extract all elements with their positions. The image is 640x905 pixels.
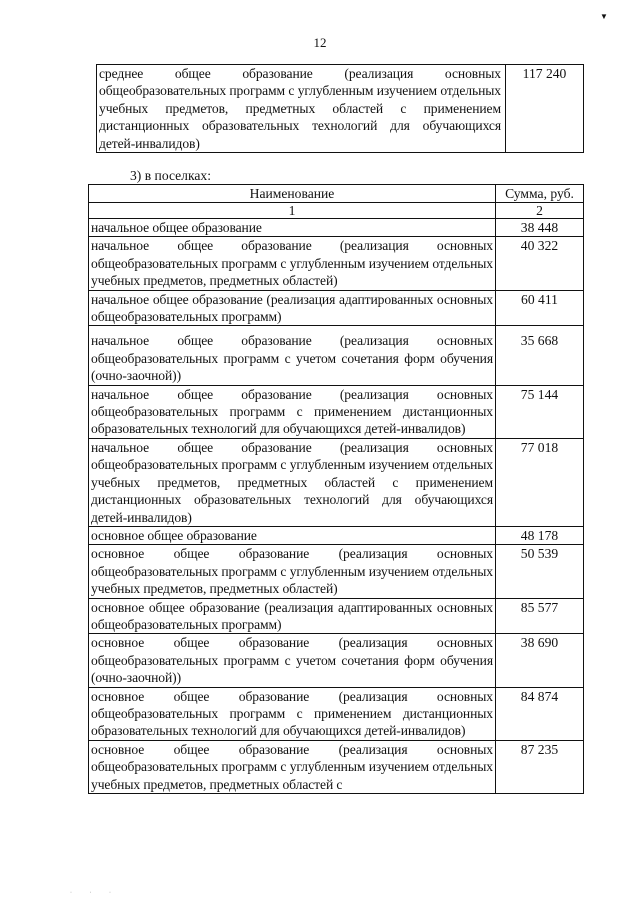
table-row — [89, 598, 584, 634]
page-number: 12 — [313, 35, 327, 50]
name-cell: основное общее образование (реализация адаптированных основных общеобразовательных программ) — [89, 598, 496, 634]
scan-artifact: · · · — [70, 890, 119, 896]
name-cell: среднее общее образование (реализация основных общеобразовательных программ с углубленным изучением отдельных учебных предметов, предметных областей с применением дистанционных образовательных технологий для обучающихся детей-инвалидов) — [97, 65, 506, 153]
table-row — [89, 237, 584, 290]
sum-cell: 38 448 — [496, 219, 584, 237]
sum-cell: 87 235 — [496, 740, 584, 793]
table-row — [89, 634, 584, 687]
name-cell: основное общее образование (реализация основных общеобразовательных программ с учетом сочетания форм обучения (очно-заочной)) — [89, 634, 496, 687]
table-header-row — [89, 185, 584, 203]
sum-cell: 77 018 — [496, 438, 584, 526]
name-cell: основное общее образование (реализация основных общеобразовательных программ с углубленным изучением отдельных учебных предметов, предметных областей с — [89, 740, 496, 793]
column-number-2: 2 — [496, 203, 584, 219]
name-cell: начальное общее образование (реализация адаптированных основных общеобразовательных программ) — [89, 290, 496, 326]
name-cell: начальное общее образование (реализация основных общеобразовательных программ с учетом сочетания форм обучения (очно-заочной)) — [89, 326, 496, 385]
sum-cell: 50 539 — [496, 545, 584, 598]
name-cell: основное общее образование (реализация основных общеобразовательных программ с применением дистанционных образовательных технологий для обучающихся детей-инвалидов) — [89, 687, 496, 740]
table-row — [89, 385, 584, 438]
table-row — [97, 65, 584, 153]
sum-cell: 35 668 — [496, 326, 584, 385]
name-cell: начальное общее образование (реализация основных общеобразовательных программ с углубленным изучением отдельных учебных предметов, предметных областей) — [89, 237, 496, 290]
header-sum: Сумма, руб. — [496, 185, 584, 203]
column-number-1: 1 — [89, 203, 496, 219]
header-name: Наименование — [89, 185, 496, 203]
section-heading: 3) в поселках: — [130, 168, 211, 183]
table-row — [89, 687, 584, 740]
top-table — [96, 64, 584, 153]
sum-cell: 40 322 — [496, 237, 584, 290]
sum-cell: 48 178 — [496, 526, 584, 544]
sum-cell: 84 874 — [496, 687, 584, 740]
table-row — [89, 526, 584, 544]
main-table — [88, 184, 584, 794]
table-row — [89, 326, 584, 385]
sum-cell: 75 144 — [496, 385, 584, 438]
name-cell: начальное общее образование — [89, 219, 496, 237]
sum-cell: 60 411 — [496, 290, 584, 326]
name-cell: основное общее образование (реализация основных общеобразовательных программ с углубленным изучением отдельных учебных предметов, предметных областей) — [89, 545, 496, 598]
sum-cell: 117 240 — [506, 65, 584, 153]
column-number-row — [89, 203, 584, 219]
name-cell: основное общее образование — [89, 526, 496, 544]
table-row — [89, 545, 584, 598]
name-cell: начальное общее образование (реализация основных общеобразовательных программ с углубленным изучением отдельных учебных предметов, предметных областей с применением дистанционных образовательных технологий для обучающихся детей-инвалидов) — [89, 438, 496, 526]
sum-cell: 85 577 — [496, 598, 584, 634]
table-row — [89, 740, 584, 793]
name-cell: начальное общее образование (реализация основных общеобразовательных программ с применением дистанционных образовательных технологий для обучающихся детей-инвалидов) — [89, 385, 496, 438]
table-row — [89, 290, 584, 326]
table-row — [89, 438, 584, 526]
corner-mark: ▼ — [600, 12, 608, 21]
sum-cell: 38 690 — [496, 634, 584, 687]
table-row — [89, 219, 584, 237]
